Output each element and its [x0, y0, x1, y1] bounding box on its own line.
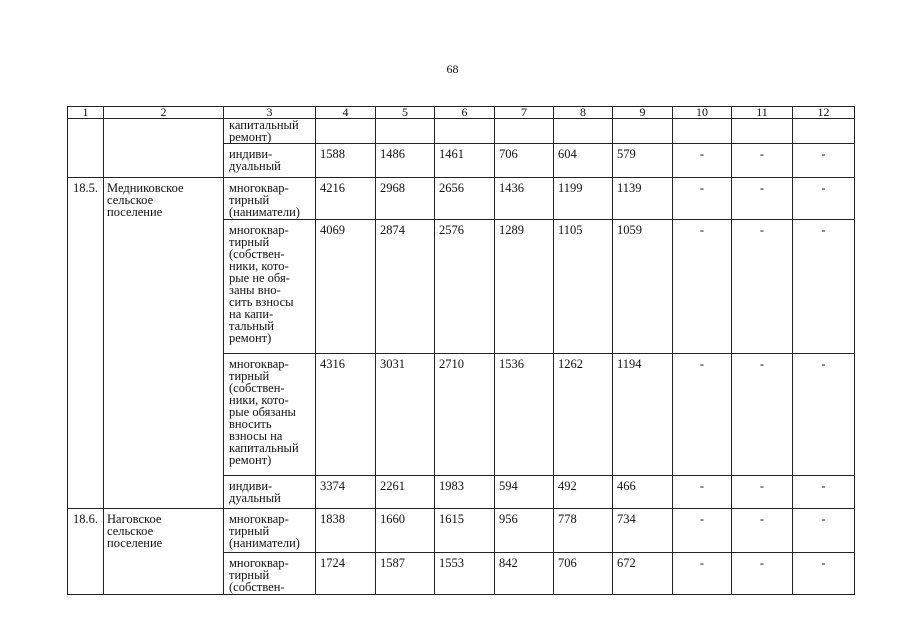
- value-cell: 1983: [435, 476, 495, 509]
- value-cell: 1553: [435, 553, 495, 595]
- value-cell: 1139: [613, 178, 673, 220]
- value-cell: 594: [495, 476, 554, 509]
- value-cell: 734: [613, 509, 673, 553]
- value-cell: 1199: [554, 178, 613, 220]
- value-cell: 492: [554, 476, 613, 509]
- value-cell: 1615: [435, 509, 495, 553]
- housing-type: многоквар- тирный (собствен-: [224, 553, 316, 595]
- value-cell: -: [793, 509, 855, 553]
- column-header: 3: [224, 107, 316, 119]
- page-number: 68: [446, 62, 459, 76]
- housing-type: многоквар- тирный (собствен- ники, кото- рые обязаны вносить взносы на капитальный ремонт): [224, 354, 316, 476]
- column-header: 6: [435, 107, 495, 119]
- column-header: 9: [613, 107, 673, 119]
- value-cell: 2576: [435, 220, 495, 354]
- housing-type: индиви- дуальный: [224, 144, 316, 178]
- value-cell: -: [732, 144, 793, 178]
- value-cell: [673, 119, 732, 144]
- value-cell: 2874: [376, 220, 435, 354]
- value-cell: -: [793, 476, 855, 509]
- value-cell: 1486: [376, 144, 435, 178]
- value-cell: -: [673, 144, 732, 178]
- table-row: [68, 178, 855, 220]
- value-cell: 706: [554, 553, 613, 595]
- value-cell: [495, 119, 554, 144]
- housing-type: индиви- дуальный: [224, 476, 316, 509]
- value-cell: 1588: [316, 144, 376, 178]
- value-cell: -: [673, 509, 732, 553]
- value-cell: 1262: [554, 354, 613, 476]
- row-name: Медниковское сельское поселение: [104, 178, 224, 509]
- value-cell: 842: [495, 553, 554, 595]
- value-cell: -: [793, 220, 855, 354]
- value-cell: -: [732, 509, 793, 553]
- row-name: Наговское сельское поселение: [104, 509, 224, 595]
- value-cell: -: [673, 178, 732, 220]
- value-cell: 2968: [376, 178, 435, 220]
- value-cell: 579: [613, 144, 673, 178]
- value-cell: 3374: [316, 476, 376, 509]
- row-code: 18.5.: [68, 178, 104, 509]
- value-cell: -: [673, 220, 732, 354]
- table-row: [68, 119, 855, 144]
- value-cell: 2261: [376, 476, 435, 509]
- value-cell: -: [732, 220, 793, 354]
- housing-type: многоквар- тирный (наниматели): [224, 178, 316, 220]
- table-header-row: [68, 107, 855, 119]
- value-cell: 672: [613, 553, 673, 595]
- value-cell: [732, 119, 793, 144]
- value-cell: -: [732, 354, 793, 476]
- row-code: 18.6.: [68, 509, 104, 595]
- value-cell: -: [732, 178, 793, 220]
- value-cell: [435, 119, 495, 144]
- value-cell: 1105: [554, 220, 613, 354]
- value-cell: 2710: [435, 354, 495, 476]
- column-header: 8: [554, 107, 613, 119]
- row-code: [68, 119, 104, 178]
- column-header: 10: [673, 107, 732, 119]
- value-cell: 4316: [316, 354, 376, 476]
- value-cell: 1660: [376, 509, 435, 553]
- value-cell: -: [673, 354, 732, 476]
- column-header: 2: [104, 107, 224, 119]
- value-cell: 778: [554, 509, 613, 553]
- value-cell: [376, 119, 435, 144]
- tariff-table: [67, 106, 855, 595]
- column-header: 7: [495, 107, 554, 119]
- value-cell: -: [793, 553, 855, 595]
- value-cell: 1461: [435, 144, 495, 178]
- row-name: [104, 119, 224, 178]
- value-cell: -: [673, 476, 732, 509]
- value-cell: 706: [495, 144, 554, 178]
- value-cell: [793, 119, 855, 144]
- value-cell: 956: [495, 509, 554, 553]
- value-cell: -: [793, 178, 855, 220]
- value-cell: 604: [554, 144, 613, 178]
- value-cell: -: [793, 354, 855, 476]
- value-cell: -: [732, 553, 793, 595]
- value-cell: [316, 119, 376, 144]
- housing-type: многоквар- тирный (собствен- ники, кото- рые не обя- заны вно- сить взносы на капи- тальный ремонт): [224, 220, 316, 354]
- value-cell: 1587: [376, 553, 435, 595]
- value-cell: [613, 119, 673, 144]
- value-cell: -: [793, 144, 855, 178]
- value-cell: 3031: [376, 354, 435, 476]
- value-cell: 1838: [316, 509, 376, 553]
- value-cell: 1724: [316, 553, 376, 595]
- value-cell: 4069: [316, 220, 376, 354]
- column-header: 5: [376, 107, 435, 119]
- value-cell: 4216: [316, 178, 376, 220]
- value-cell: 1194: [613, 354, 673, 476]
- table-row: [68, 509, 855, 553]
- value-cell: 1536: [495, 354, 554, 476]
- value-cell: 1289: [495, 220, 554, 354]
- column-header: 4: [316, 107, 376, 119]
- housing-type: многоквар- тирный (наниматели): [224, 509, 316, 553]
- column-header: 1: [68, 107, 104, 119]
- value-cell: -: [732, 476, 793, 509]
- value-cell: 466: [613, 476, 673, 509]
- column-header: 12: [793, 107, 855, 119]
- column-header: 11: [732, 107, 793, 119]
- value-cell: -: [673, 553, 732, 595]
- value-cell: 2656: [435, 178, 495, 220]
- housing-type: капитальный ремонт): [224, 119, 316, 144]
- value-cell: [554, 119, 613, 144]
- value-cell: 1436: [495, 178, 554, 220]
- value-cell: 1059: [613, 220, 673, 354]
